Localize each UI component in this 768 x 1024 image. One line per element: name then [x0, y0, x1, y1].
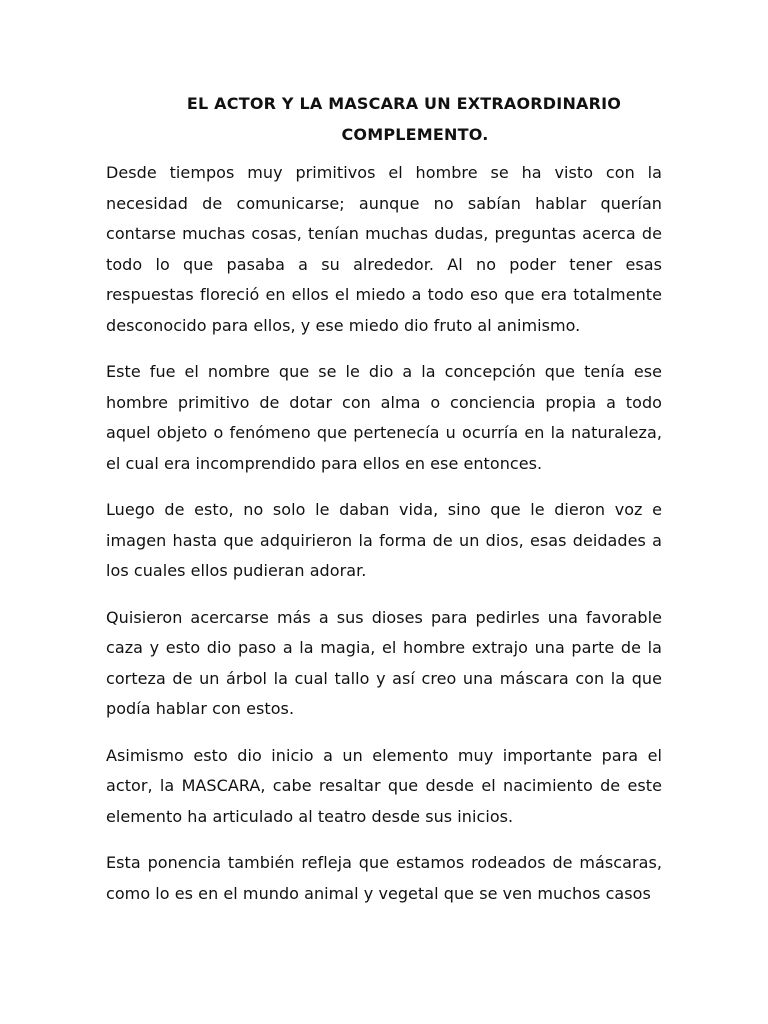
paragraph-4: Quisieron acercarse más a sus dioses para pedirles una favorable caza y esto dio paso a la magia, el hombre extrajo una parte de la corteza de un árbol la cual tallo y así creo una máscara con la que podía hablar con estos.: [106, 607, 662, 718]
title-line-1: EL ACTOR Y LA MASCARA UN EXTRAORDINARIO: [186, 94, 622, 113]
paragraph-1: Desde tiempos muy primitivos el hombre se ha visto con la necesidad de comunicarse; aunque no sabían hablar querían contarse muchas cosas, tenían muchas dudas, preguntas acerca de todo lo que pasaba a su alrededor. Al no poder tener esas respuestas floreció en ellos el miedo a todo eso que era totalmente desconocido para ellos, y ese miedo dio fruto al animismo.: [106, 163, 662, 335]
document-title: [106, 88, 662, 150]
title-line-2: COMPLEMENTO.: [341, 125, 489, 144]
paragraph-2: Este fue el nombre que se le dio a la concepción que tenía ese hombre primitivo de dotar con alma o conciencia propia a todo aquel objeto o fenómeno que pertenecía u ocurría en la naturaleza, el cual era incomprendido para ellos en ese entonces.: [106, 362, 662, 473]
paragraph-5: Asimismo esto dio inicio a un elemento muy importante para el actor, la MASCARA, cabe resaltar que desde el nacimiento de este elemento ha articulado al teatro desde sus inicios.: [106, 745, 662, 826]
document-body: [106, 158, 662, 909]
paragraph-6: Esta ponencia también refleja que estamos rodeados de máscaras, como lo es en el mundo animal y vegetal que se ven muchos casos: [106, 853, 662, 903]
paragraph-3: Luego de esto, no solo le daban vida, sino que le dieron voz e imagen hasta que adquirieron la forma de un dios, esas deidades a los cuales ellos pudieran adorar.: [106, 500, 662, 580]
